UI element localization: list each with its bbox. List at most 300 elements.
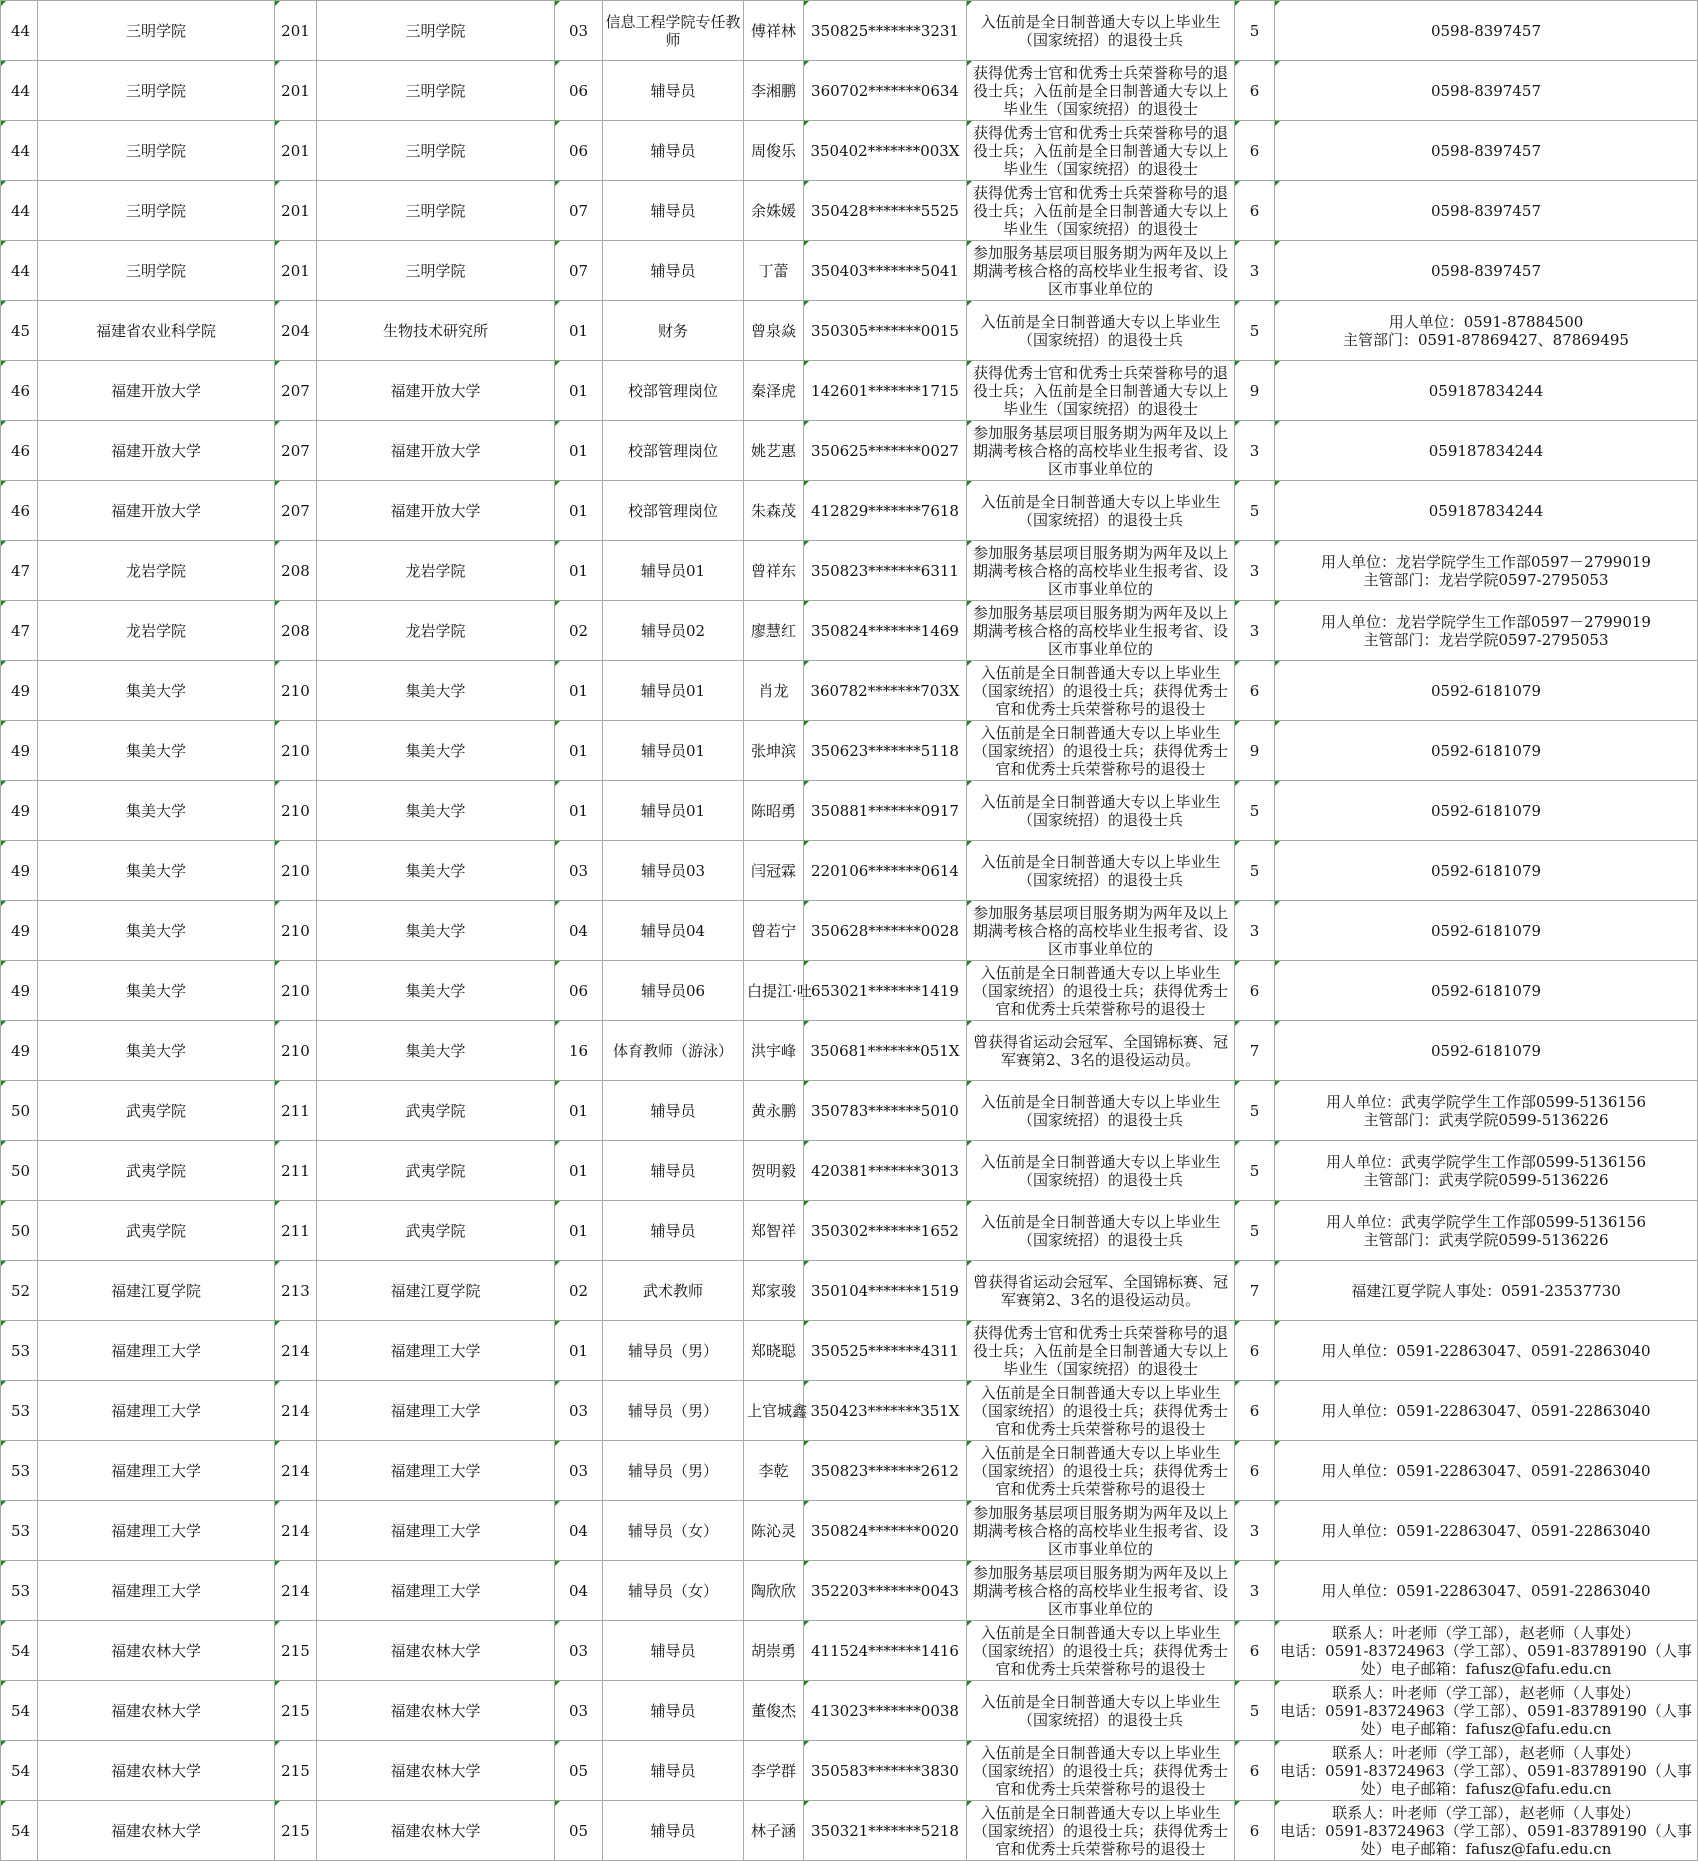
col-serial[interactable]: 47: [1, 541, 38, 601]
col-category[interactable]: 入伍前是全日制普通大专以上毕业生（国家统招）的退役士兵: [967, 1201, 1235, 1261]
col-candidate-name[interactable]: 郑智祥: [744, 1201, 804, 1261]
col-candidate-name[interactable]: 董俊杰: [744, 1681, 804, 1741]
col-unit[interactable]: 三明学院: [38, 61, 275, 121]
col-dept[interactable]: 武夷学院: [317, 1081, 555, 1141]
col-serial[interactable]: 44: [1, 1, 38, 61]
col-id-number[interactable]: 350423*******351X: [804, 1381, 967, 1441]
col-category[interactable]: 入伍前是全日制普通大专以上毕业生（国家统招）的退役士兵: [967, 1681, 1235, 1741]
col-contact[interactable]: 联系人：叶老师（学工部），赵老师（人事处） 电话：0591-83724963（学工部）、0591-83789190（人事处）电子邮箱：fafusz@fafu.edu.cn: [1275, 1801, 1698, 1861]
col-post-name[interactable]: 辅导员01: [603, 781, 744, 841]
col-category[interactable]: 入伍前是全日制普通大专以上毕业生（国家统招）的退役士兵: [967, 781, 1235, 841]
col-id-number[interactable]: 350403*******5041: [804, 241, 967, 301]
col-post-name[interactable]: 辅导员: [603, 1141, 744, 1201]
col-contact[interactable]: 用人单位：武夷学院学生工作部0599-5136156 主管部门：武夷学院0599-5136226: [1275, 1081, 1698, 1141]
col-bonus-points[interactable]: 6: [1235, 181, 1275, 241]
col-unit[interactable]: 福建开放大学: [38, 421, 275, 481]
col-serial[interactable]: 53: [1, 1381, 38, 1441]
col-post-name[interactable]: 辅导员: [603, 121, 744, 181]
col-bonus-points[interactable]: 3: [1235, 241, 1275, 301]
col-unit[interactable]: 福建理工大学: [38, 1501, 275, 1561]
col-unit[interactable]: 福建江夏学院: [38, 1261, 275, 1321]
col-category[interactable]: 参加服务基层项目服务期为两年及以上期满考核合格的高校毕业生报考省、设区市事业单位的: [967, 421, 1235, 481]
col-id-number[interactable]: 350823*******2612: [804, 1441, 967, 1501]
col-serial[interactable]: 54: [1, 1621, 38, 1681]
col-unit[interactable]: 三明学院: [38, 241, 275, 301]
col-bonus-points[interactable]: 5: [1235, 481, 1275, 541]
col-dept[interactable]: 武夷学院: [317, 1141, 555, 1201]
col-category[interactable]: 获得优秀士官和优秀士兵荣誉称号的退役士兵；入伍前是全日制普通大专以上毕业生（国家统招）的退役士: [967, 61, 1235, 121]
col-post-code[interactable]: 06: [555, 61, 603, 121]
col-unit[interactable]: 三明学院: [38, 121, 275, 181]
col-unit-code[interactable]: 210: [275, 901, 317, 961]
col-dept[interactable]: 福建理工大学: [317, 1501, 555, 1561]
col-contact[interactable]: 0598-8397457: [1275, 1, 1698, 61]
col-serial[interactable]: 44: [1, 241, 38, 301]
col-bonus-points[interactable]: 5: [1235, 1, 1275, 61]
col-serial[interactable]: 49: [1, 961, 38, 1021]
col-candidate-name[interactable]: 秦泽虎: [744, 361, 804, 421]
col-serial[interactable]: 50: [1, 1081, 38, 1141]
col-unit[interactable]: 福建农林大学: [38, 1681, 275, 1741]
col-post-code[interactable]: 01: [555, 481, 603, 541]
col-category[interactable]: 参加服务基层项目服务期为两年及以上期满考核合格的高校毕业生报考省、设区市事业单位的: [967, 1501, 1235, 1561]
col-unit-code[interactable]: 210: [275, 841, 317, 901]
col-post-code[interactable]: 01: [555, 421, 603, 481]
col-candidate-name[interactable]: 周俊乐: [744, 121, 804, 181]
col-unit-code[interactable]: 210: [275, 1021, 317, 1081]
col-dept[interactable]: 集美大学: [317, 1021, 555, 1081]
col-unit-code[interactable]: 215: [275, 1681, 317, 1741]
col-serial[interactable]: 49: [1, 721, 38, 781]
col-post-name[interactable]: 辅导员06: [603, 961, 744, 1021]
col-post-name[interactable]: 辅导员（女）: [603, 1501, 744, 1561]
col-candidate-name[interactable]: 姚艺惠: [744, 421, 804, 481]
col-post-code[interactable]: 03: [555, 1621, 603, 1681]
col-bonus-points[interactable]: 9: [1235, 361, 1275, 421]
col-post-code[interactable]: 01: [555, 721, 603, 781]
col-bonus-points[interactable]: 6: [1235, 1621, 1275, 1681]
col-unit-code[interactable]: 201: [275, 241, 317, 301]
col-unit[interactable]: 福建理工大学: [38, 1441, 275, 1501]
col-id-number[interactable]: 420381*******3013: [804, 1141, 967, 1201]
col-contact[interactable]: 福建江夏学院人事处：0591-23537730: [1275, 1261, 1698, 1321]
col-candidate-name[interactable]: 洪宇峰: [744, 1021, 804, 1081]
col-post-code[interactable]: 01: [555, 541, 603, 601]
col-post-code[interactable]: 07: [555, 181, 603, 241]
col-category[interactable]: 曾获得省运动会冠军、全国锦标赛、冠军赛第2、3名的退役运动员。: [967, 1261, 1235, 1321]
col-contact[interactable]: 0592-6181079: [1275, 721, 1698, 781]
col-candidate-name[interactable]: 曾泉焱: [744, 301, 804, 361]
col-contact[interactable]: 0592-6181079: [1275, 661, 1698, 721]
col-bonus-points[interactable]: 6: [1235, 1441, 1275, 1501]
col-candidate-name[interactable]: 廖慧红: [744, 601, 804, 661]
col-unit-code[interactable]: 204: [275, 301, 317, 361]
col-bonus-points[interactable]: 7: [1235, 1021, 1275, 1081]
col-post-code[interactable]: 03: [555, 1381, 603, 1441]
col-candidate-name[interactable]: 朱森茂: [744, 481, 804, 541]
col-unit-code[interactable]: 208: [275, 601, 317, 661]
col-unit[interactable]: 福建理工大学: [38, 1561, 275, 1621]
col-unit-code[interactable]: 201: [275, 1, 317, 61]
col-dept[interactable]: 福建农林大学: [317, 1801, 555, 1861]
col-contact[interactable]: 用人单位：0591-22863047、0591-22863040: [1275, 1321, 1698, 1381]
col-serial[interactable]: 44: [1, 61, 38, 121]
col-serial[interactable]: 50: [1, 1201, 38, 1261]
col-unit-code[interactable]: 214: [275, 1561, 317, 1621]
col-dept[interactable]: 三明学院: [317, 121, 555, 181]
col-dept[interactable]: 武夷学院: [317, 1201, 555, 1261]
col-category[interactable]: 入伍前是全日制普通大专以上毕业生（国家统招）的退役士兵；获得优秀士官和优秀士兵荣誉称号的退役士: [967, 1621, 1235, 1681]
col-contact[interactable]: 0598-8397457: [1275, 61, 1698, 121]
col-candidate-name[interactable]: 林子涵: [744, 1801, 804, 1861]
col-category[interactable]: 入伍前是全日制普通大专以上毕业生（国家统招）的退役士兵: [967, 1141, 1235, 1201]
col-serial[interactable]: 49: [1, 661, 38, 721]
col-candidate-name[interactable]: 郑晓聪: [744, 1321, 804, 1381]
col-contact[interactable]: 用人单位：0591-87884500 主管部门：0591-87869427、87869495: [1275, 301, 1698, 361]
col-post-code[interactable]: 01: [555, 781, 603, 841]
col-unit[interactable]: 武夷学院: [38, 1141, 275, 1201]
col-unit-code[interactable]: 207: [275, 421, 317, 481]
col-post-code[interactable]: 05: [555, 1741, 603, 1801]
col-contact[interactable]: 0592-6181079: [1275, 781, 1698, 841]
col-post-name[interactable]: 校部管理岗位: [603, 361, 744, 421]
col-id-number[interactable]: 360702*******0634: [804, 61, 967, 121]
col-category[interactable]: 入伍前是全日制普通大专以上毕业生（国家统招）的退役士兵；获得优秀士官和优秀士兵荣誉称号的退役士: [967, 721, 1235, 781]
col-bonus-points[interactable]: 5: [1235, 1681, 1275, 1741]
col-post-name[interactable]: 辅导员: [603, 1081, 744, 1141]
col-id-number[interactable]: 350402*******003X: [804, 121, 967, 181]
col-serial[interactable]: 44: [1, 121, 38, 181]
col-unit-code[interactable]: 210: [275, 661, 317, 721]
col-bonus-points[interactable]: 6: [1235, 661, 1275, 721]
col-serial[interactable]: 49: [1, 841, 38, 901]
col-candidate-name[interactable]: 丁蕾: [744, 241, 804, 301]
col-unit[interactable]: 武夷学院: [38, 1081, 275, 1141]
col-serial[interactable]: 49: [1, 901, 38, 961]
col-contact[interactable]: 0592-6181079: [1275, 961, 1698, 1021]
col-contact[interactable]: 0592-6181079: [1275, 841, 1698, 901]
col-dept[interactable]: 福建农林大学: [317, 1741, 555, 1801]
col-id-number[interactable]: 350824*******0020: [804, 1501, 967, 1561]
col-post-name[interactable]: 辅导员: [603, 1201, 744, 1261]
col-contact[interactable]: 用人单位：龙岩学院学生工作部0597－2799019 主管部门：龙岩学院0597-2795053: [1275, 541, 1698, 601]
col-category[interactable]: 入伍前是全日制普通大专以上毕业生（国家统招）的退役士兵；获得优秀士官和优秀士兵荣誉称号的退役士: [967, 1441, 1235, 1501]
col-id-number[interactable]: 350625*******0027: [804, 421, 967, 481]
col-id-number[interactable]: 350825*******3231: [804, 1, 967, 61]
col-id-number[interactable]: 413023*******0038: [804, 1681, 967, 1741]
col-dept[interactable]: 福建开放大学: [317, 421, 555, 481]
col-id-number[interactable]: 220106*******0614: [804, 841, 967, 901]
col-post-code[interactable]: 03: [555, 1441, 603, 1501]
col-unit[interactable]: 集美大学: [38, 721, 275, 781]
col-category[interactable]: 获得优秀士官和优秀士兵荣誉称号的退役士兵；入伍前是全日制普通大专以上毕业生（国家统招）的退役士: [967, 181, 1235, 241]
col-serial[interactable]: 46: [1, 361, 38, 421]
col-post-name[interactable]: 辅导员: [603, 1801, 744, 1861]
col-post-code[interactable]: 01: [555, 361, 603, 421]
col-category[interactable]: 入伍前是全日制普通大专以上毕业生（国家统招）的退役士兵: [967, 841, 1235, 901]
col-unit[interactable]: 福建开放大学: [38, 481, 275, 541]
col-unit[interactable]: 福建省农业科学院: [38, 301, 275, 361]
col-contact[interactable]: 联系人：叶老师（学工部），赵老师（人事处） 电话：0591-83724963（学工部）、0591-83789190（人事处）电子邮箱：fafusz@fafu.edu.cn: [1275, 1741, 1698, 1801]
col-post-name[interactable]: 辅导员: [603, 1621, 744, 1681]
col-id-number[interactable]: 142601*******1715: [804, 361, 967, 421]
col-dept[interactable]: 集美大学: [317, 721, 555, 781]
col-post-name[interactable]: 辅导员（男）: [603, 1381, 744, 1441]
col-contact[interactable]: 0592-6181079: [1275, 1021, 1698, 1081]
col-bonus-points[interactable]: 3: [1235, 601, 1275, 661]
col-id-number[interactable]: 350583*******3830: [804, 1741, 967, 1801]
col-serial[interactable]: 46: [1, 481, 38, 541]
col-unit-code[interactable]: 211: [275, 1201, 317, 1261]
col-unit-code[interactable]: 215: [275, 1741, 317, 1801]
col-candidate-name[interactable]: 李湘鹏: [744, 61, 804, 121]
col-unit-code[interactable]: 214: [275, 1441, 317, 1501]
col-post-name[interactable]: 校部管理岗位: [603, 421, 744, 481]
col-bonus-points[interactable]: 5: [1235, 1141, 1275, 1201]
col-category[interactable]: 曾获得省运动会冠军、全国锦标赛、冠军赛第2、3名的退役运动员。: [967, 1021, 1235, 1081]
col-bonus-points[interactable]: 6: [1235, 1741, 1275, 1801]
col-contact[interactable]: 用人单位：武夷学院学生工作部0599-5136156 主管部门：武夷学院0599-5136226: [1275, 1201, 1698, 1261]
col-id-number[interactable]: 350104*******1519: [804, 1261, 967, 1321]
col-post-name[interactable]: 辅导员01: [603, 541, 744, 601]
col-bonus-points[interactable]: 6: [1235, 1321, 1275, 1381]
col-serial[interactable]: 45: [1, 301, 38, 361]
col-unit[interactable]: 三明学院: [38, 1, 275, 61]
col-dept[interactable]: 福建理工大学: [317, 1321, 555, 1381]
col-post-code[interactable]: 01: [555, 1321, 603, 1381]
col-post-code[interactable]: 01: [555, 661, 603, 721]
col-unit-code[interactable]: 215: [275, 1621, 317, 1681]
col-post-name[interactable]: 辅导员（男）: [603, 1441, 744, 1501]
col-serial[interactable]: 53: [1, 1561, 38, 1621]
col-unit[interactable]: 福建开放大学: [38, 361, 275, 421]
col-post-code[interactable]: 06: [555, 121, 603, 181]
col-candidate-name[interactable]: 黄永鹏: [744, 1081, 804, 1141]
col-id-number[interactable]: 350823*******6311: [804, 541, 967, 601]
col-id-number[interactable]: 653021*******1419: [804, 961, 967, 1021]
col-serial[interactable]: 52: [1, 1261, 38, 1321]
col-id-number[interactable]: 360782*******703X: [804, 661, 967, 721]
col-category[interactable]: 入伍前是全日制普通大专以上毕业生（国家统招）的退役士兵: [967, 481, 1235, 541]
col-dept[interactable]: 三明学院: [317, 181, 555, 241]
col-contact[interactable]: 0592-6181079: [1275, 901, 1698, 961]
col-bonus-points[interactable]: 6: [1235, 1801, 1275, 1861]
col-post-code[interactable]: 06: [555, 961, 603, 1021]
col-unit[interactable]: 福建农林大学: [38, 1741, 275, 1801]
col-unit-code[interactable]: 210: [275, 961, 317, 1021]
col-serial[interactable]: 53: [1, 1441, 38, 1501]
col-post-code[interactable]: 07: [555, 241, 603, 301]
col-id-number[interactable]: 350321*******5218: [804, 1801, 967, 1861]
col-serial[interactable]: 54: [1, 1801, 38, 1861]
col-dept[interactable]: 集美大学: [317, 661, 555, 721]
col-unit-code[interactable]: 214: [275, 1321, 317, 1381]
col-unit[interactable]: 福建农林大学: [38, 1621, 275, 1681]
col-unit[interactable]: 福建理工大学: [38, 1321, 275, 1381]
col-id-number[interactable]: 350824*******1469: [804, 601, 967, 661]
col-post-name[interactable]: 体育教师（游泳）: [603, 1021, 744, 1081]
col-post-name[interactable]: 辅导员02: [603, 601, 744, 661]
col-contact[interactable]: 用人单位：0591-22863047、0591-22863040: [1275, 1501, 1698, 1561]
col-candidate-name[interactable]: 张坤滨: [744, 721, 804, 781]
col-category[interactable]: 入伍前是全日制普通大专以上毕业生（国家统招）的退役士兵；获得优秀士官和优秀士兵荣誉称号的退役士: [967, 1741, 1235, 1801]
col-serial[interactable]: 49: [1, 1021, 38, 1081]
col-unit-code[interactable]: 207: [275, 481, 317, 541]
col-post-code[interactable]: 04: [555, 1501, 603, 1561]
col-contact[interactable]: 0598-8397457: [1275, 241, 1698, 301]
col-id-number[interactable]: 350305*******0015: [804, 301, 967, 361]
col-post-name[interactable]: 辅导员03: [603, 841, 744, 901]
col-category[interactable]: 入伍前是全日制普通大专以上毕业生（国家统招）的退役士兵；获得优秀士官和优秀士兵荣誉称号的退役士: [967, 1381, 1235, 1441]
col-post-code[interactable]: 05: [555, 1801, 603, 1861]
col-post-name[interactable]: 辅导员01: [603, 721, 744, 781]
col-category[interactable]: 入伍前是全日制普通大专以上毕业生（国家统招）的退役士兵: [967, 301, 1235, 361]
col-bonus-points[interactable]: 5: [1235, 781, 1275, 841]
col-unit[interactable]: 集美大学: [38, 961, 275, 1021]
col-bonus-points[interactable]: 3: [1235, 901, 1275, 961]
col-dept[interactable]: 集美大学: [317, 841, 555, 901]
col-candidate-name[interactable]: 傅祥林: [744, 1, 804, 61]
col-post-name[interactable]: 辅导员04: [603, 901, 744, 961]
col-post-name[interactable]: 信息工程学院专任教师: [603, 1, 744, 61]
col-post-code[interactable]: 01: [555, 1201, 603, 1261]
col-category[interactable]: 参加服务基层项目服务期为两年及以上期满考核合格的高校毕业生报考省、设区市事业单位的: [967, 601, 1235, 661]
col-dept[interactable]: 福建农林大学: [317, 1681, 555, 1741]
col-post-name[interactable]: 校部管理岗位: [603, 481, 744, 541]
col-category[interactable]: 入伍前是全日制普通大专以上毕业生（国家统招）的退役士兵: [967, 1, 1235, 61]
col-post-name[interactable]: 辅导员01: [603, 661, 744, 721]
col-bonus-points[interactable]: 5: [1235, 1081, 1275, 1141]
col-unit-code[interactable]: 208: [275, 541, 317, 601]
col-candidate-name[interactable]: 陈沁灵: [744, 1501, 804, 1561]
col-serial[interactable]: 53: [1, 1321, 38, 1381]
col-bonus-points[interactable]: 7: [1235, 1261, 1275, 1321]
col-id-number[interactable]: 350623*******5118: [804, 721, 967, 781]
col-bonus-points[interactable]: 3: [1235, 1501, 1275, 1561]
col-unit-code[interactable]: 207: [275, 361, 317, 421]
col-unit[interactable]: 福建理工大学: [38, 1381, 275, 1441]
col-unit[interactable]: 集美大学: [38, 781, 275, 841]
col-contact[interactable]: 0598-8397457: [1275, 181, 1698, 241]
col-bonus-points[interactable]: 5: [1235, 841, 1275, 901]
col-unit-code[interactable]: 201: [275, 61, 317, 121]
col-bonus-points[interactable]: 5: [1235, 301, 1275, 361]
col-dept[interactable]: 福建理工大学: [317, 1441, 555, 1501]
col-post-code[interactable]: 02: [555, 601, 603, 661]
col-unit-code[interactable]: 201: [275, 121, 317, 181]
col-id-number[interactable]: 411524*******1416: [804, 1621, 967, 1681]
col-serial[interactable]: 49: [1, 781, 38, 841]
col-post-name[interactable]: 武术教师: [603, 1261, 744, 1321]
col-category[interactable]: 参加服务基层项目服务期为两年及以上期满考核合格的高校毕业生报考省、设区市事业单位的: [967, 241, 1235, 301]
col-dept[interactable]: 集美大学: [317, 781, 555, 841]
col-bonus-points[interactable]: 5: [1235, 1201, 1275, 1261]
col-bonus-points[interactable]: 3: [1235, 1561, 1275, 1621]
col-candidate-name[interactable]: 贺明毅: [744, 1141, 804, 1201]
col-category[interactable]: 参加服务基层项目服务期为两年及以上期满考核合格的高校毕业生报考省、设区市事业单位的: [967, 541, 1235, 601]
col-bonus-points[interactable]: 6: [1235, 961, 1275, 1021]
col-candidate-name[interactable]: 李乾: [744, 1441, 804, 1501]
col-category[interactable]: 获得优秀士官和优秀士兵荣誉称号的退役士兵；入伍前是全日制普通大专以上毕业生（国家统招）的退役士: [967, 121, 1235, 181]
col-serial[interactable]: 44: [1, 181, 38, 241]
col-category[interactable]: 参加服务基层项目服务期为两年及以上期满考核合格的高校毕业生报考省、设区市事业单位的: [967, 1561, 1235, 1621]
col-bonus-points[interactable]: 3: [1235, 541, 1275, 601]
col-bonus-points[interactable]: 6: [1235, 61, 1275, 121]
col-dept[interactable]: 三明学院: [317, 1, 555, 61]
col-post-name[interactable]: 辅导员: [603, 1681, 744, 1741]
col-serial[interactable]: 54: [1, 1681, 38, 1741]
col-unit-code[interactable]: 213: [275, 1261, 317, 1321]
col-dept[interactable]: 福建理工大学: [317, 1381, 555, 1441]
col-serial[interactable]: 47: [1, 601, 38, 661]
col-candidate-name[interactable]: 曾祥东: [744, 541, 804, 601]
col-unit[interactable]: 集美大学: [38, 901, 275, 961]
col-post-name[interactable]: 辅导员（女）: [603, 1561, 744, 1621]
col-id-number[interactable]: 412829*******7618: [804, 481, 967, 541]
col-unit[interactable]: 集美大学: [38, 841, 275, 901]
col-dept[interactable]: 福建理工大学: [317, 1561, 555, 1621]
col-bonus-points[interactable]: 6: [1235, 1381, 1275, 1441]
col-id-number[interactable]: 350302*******1652: [804, 1201, 967, 1261]
col-post-name[interactable]: 辅导员: [603, 241, 744, 301]
col-dept[interactable]: 龙岩学院: [317, 601, 555, 661]
col-contact[interactable]: 联系人：叶老师（学工部），赵老师（人事处） 电话：0591-83724963（学工部）、0591-83789190（人事处）电子邮箱：fafusz@fafu.edu.cn: [1275, 1681, 1698, 1741]
col-category[interactable]: 入伍前是全日制普通大专以上毕业生（国家统招）的退役士兵；获得优秀士官和优秀士兵荣誉称号的退役士: [967, 661, 1235, 721]
col-id-number[interactable]: 350881*******0917: [804, 781, 967, 841]
col-candidate-name[interactable]: 肖龙: [744, 661, 804, 721]
col-category[interactable]: 获得优秀士官和优秀士兵荣誉称号的退役士兵；入伍前是全日制普通大专以上毕业生（国家统招）的退役士: [967, 1321, 1235, 1381]
col-contact[interactable]: 联系人：叶老师（学工部），赵老师（人事处） 电话：0591-83724963（学工部）、0591-83789190（人事处）电子邮箱：fafusz@fafu.edu.cn: [1275, 1621, 1698, 1681]
col-post-code[interactable]: 03: [555, 841, 603, 901]
col-id-number[interactable]: 350681*******051X: [804, 1021, 967, 1081]
col-candidate-name[interactable]: 余姝媛: [744, 181, 804, 241]
col-serial[interactable]: 53: [1, 1501, 38, 1561]
col-candidate-name[interactable]: 闫冠霖: [744, 841, 804, 901]
col-category[interactable]: 入伍前是全日制普通大专以上毕业生（国家统招）的退役士兵；获得优秀士官和优秀士兵荣誉称号的退役士: [967, 1801, 1235, 1861]
col-post-code[interactable]: 01: [555, 1081, 603, 1141]
col-id-number[interactable]: 350525*******4311: [804, 1321, 967, 1381]
col-unit[interactable]: 福建农林大学: [38, 1801, 275, 1861]
col-dept[interactable]: 龙岩学院: [317, 541, 555, 601]
col-post-name[interactable]: 辅导员: [603, 181, 744, 241]
col-dept[interactable]: 福建开放大学: [317, 361, 555, 421]
col-post-code[interactable]: 03: [555, 1681, 603, 1741]
col-category[interactable]: 入伍前是全日制普通大专以上毕业生（国家统招）的退役士兵: [967, 1081, 1235, 1141]
col-post-code[interactable]: 02: [555, 1261, 603, 1321]
col-contact[interactable]: 用人单位：武夷学院学生工作部0599-5136156 主管部门：武夷学院0599-5136226: [1275, 1141, 1698, 1201]
col-unit-code[interactable]: 201: [275, 181, 317, 241]
col-serial[interactable]: 54: [1, 1741, 38, 1801]
col-category[interactable]: 获得优秀士官和优秀士兵荣誉称号的退役士兵；入伍前是全日制普通大专以上毕业生（国家统招）的退役士: [967, 361, 1235, 421]
col-id-number[interactable]: 350628*******0028: [804, 901, 967, 961]
col-bonus-points[interactable]: 9: [1235, 721, 1275, 781]
col-unit-code[interactable]: 211: [275, 1081, 317, 1141]
col-candidate-name[interactable]: 胡崇勇: [744, 1621, 804, 1681]
col-dept[interactable]: 集美大学: [317, 901, 555, 961]
col-contact[interactable]: 用人单位：0591-22863047、0591-22863040: [1275, 1381, 1698, 1441]
col-candidate-name[interactable]: 郑家骏: [744, 1261, 804, 1321]
col-unit[interactable]: 武夷学院: [38, 1201, 275, 1261]
col-post-code[interactable]: 04: [555, 901, 603, 961]
col-dept[interactable]: 福建开放大学: [317, 481, 555, 541]
col-post-code[interactable]: 01: [555, 301, 603, 361]
col-candidate-name[interactable]: 上官城鑫: [744, 1381, 804, 1441]
col-unit-code[interactable]: 214: [275, 1381, 317, 1441]
col-serial[interactable]: 50: [1, 1141, 38, 1201]
col-id-number[interactable]: 352203*******0043: [804, 1561, 967, 1621]
col-unit[interactable]: 集美大学: [38, 661, 275, 721]
col-dept[interactable]: 福建江夏学院: [317, 1261, 555, 1321]
